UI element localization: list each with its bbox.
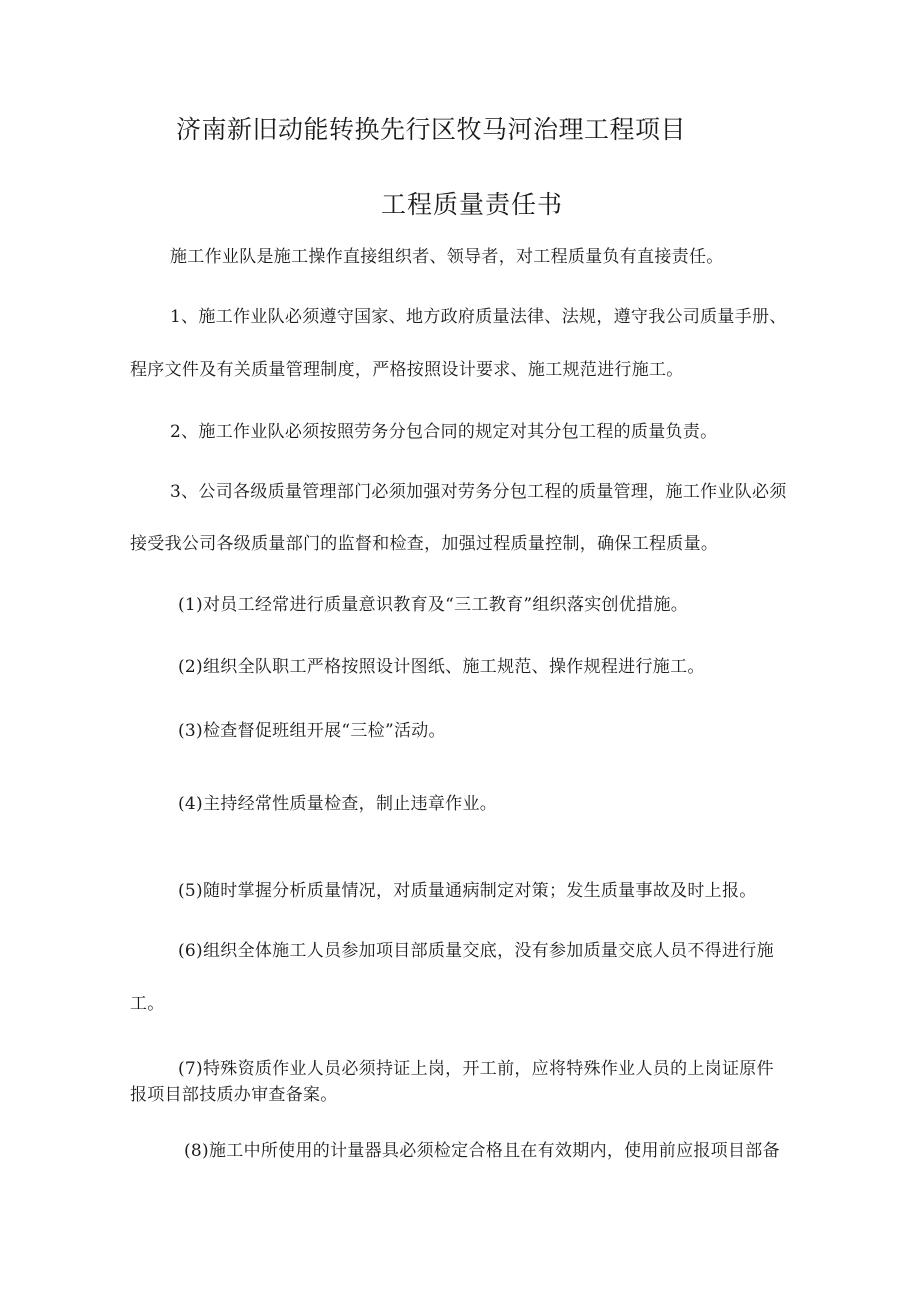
item1-line1: 1、施工作业队必须遵守国家、地方政府质量法律、法规，遵守我公司质量手册、: [170, 307, 787, 327]
item2-paragraph: 2、施工作业队必须按照劳务分包合同的规定对其分包工程的质量负责。: [170, 422, 718, 442]
sub-item-6-line2: 工。: [130, 994, 165, 1014]
item3-line2: 接受我公司各级质量部门的监督和检查，加强过程质量控制，确保工程质量。: [130, 534, 719, 554]
sub-item-4: (4)主持经常性质量检查，制止违章作业。: [178, 794, 498, 814]
sub-item-8-line1: (8)施工中所使用的计量器具必须检定合格且在有效期内，使用前应报项目部备: [184, 1141, 780, 1161]
intro-paragraph: 施工作业队是施工操作直接组织者、领导者，对工程质量负有直接责任。: [170, 247, 724, 267]
sub-item-3: (3)检查督促班组开展“三检”活动。: [178, 721, 446, 741]
item3-line1: 3、公司各级质量管理部门必须加强对劳务分包工程的质量管理，施工作业队必须: [170, 482, 787, 502]
sub-item-6-line1: (6)组织全体施工人员参加项目部质量交底，没有参加质量交底人员不得进行施: [178, 941, 774, 961]
sub-item-2: (2)组织全队职工严格按照设计图纸、施工规范、操作规程进行施工。: [178, 657, 705, 677]
sub-item-5: (5)随时掌握分析质量情况，对质量通病制定对策；发生质量事故及时上报。: [178, 881, 757, 901]
document-title-line2: 工程质量责任书: [381, 190, 564, 219]
sub-item-1: (1)对员工经常进行质量意识教育及“三工教育”组织落实创优措施。: [178, 595, 689, 615]
item1-line2: 程序文件及有关质量管理制度，严格按照设计要求、施工规范进行施工。: [130, 360, 684, 380]
document-title-line1: 济南新旧动能转换先行区牧马河治理工程项目: [176, 115, 687, 144]
sub-item-7-line1: (7)特殊资质作业人员必须持证上岗，开工前，应将特殊作业人员的上岗证原件: [178, 1059, 774, 1079]
sub-item-7-line2: 报项目部技质办审查备案。: [130, 1085, 338, 1105]
